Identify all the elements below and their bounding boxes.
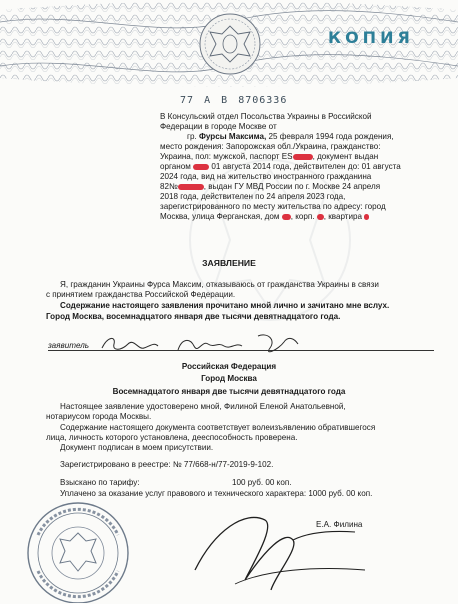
address-street: Москва, улица Ферганская, дом xyxy=(160,212,280,221)
serial-letter-b: В xyxy=(221,95,229,106)
applicant-name: Фурсы Максима, xyxy=(198,132,267,141)
notary-name: Е.А. Филина xyxy=(316,520,363,529)
notary-certification-2: нотариусом города Москвы. xyxy=(46,412,152,421)
residence-permit-issuer: выдан ГУ МВД России по г. Москве 24 апреля xyxy=(208,182,381,191)
statement-read-note: Содержание настоящего заявления прочитано мной лично и зачитано мне вслух. xyxy=(60,301,390,310)
statement-title: ЗАЯВЛЕНИЕ xyxy=(202,258,256,268)
applicant-signature xyxy=(98,330,308,358)
serial-region: 77 xyxy=(180,95,195,106)
notary-seal xyxy=(18,495,136,603)
issuer-label: органом xyxy=(160,162,191,171)
intro-prefix: гр. xyxy=(187,132,197,141)
form-serial-number xyxy=(180,95,290,106)
notary-certification-5: Документ подписан в моем присутствии. xyxy=(60,443,214,452)
redaction-mark xyxy=(193,164,209,170)
copy-stamp: КОПИЯ xyxy=(328,28,414,47)
statement-paragraph-1: Я, гражданин Украины Фурса Максим, отказываюсь от гражданства Украины в связи xyxy=(60,280,379,289)
fee-tariff-label: Взыскано по тарифу: xyxy=(60,478,140,487)
passport-issued-label: документ выдан xyxy=(317,152,379,161)
intro-line-7: 2024 года, вид на жительство иностранного гражданина xyxy=(160,172,372,181)
statement-paragraph-2: с принятием гражданства Российской Федерации. xyxy=(46,290,236,299)
intro-line-10: зарегистрированного по месту жительства по адресу: город xyxy=(160,202,386,211)
applicant-birthdate: 25 февраля 1994 года рождения, xyxy=(268,132,394,141)
notary-country: Российская Федерация xyxy=(181,362,277,371)
redaction-mark xyxy=(178,184,204,190)
residence-permit-number: 82№ xyxy=(160,182,178,191)
intro-line-3 xyxy=(187,132,394,142)
notary-certification-4: лица, личность которого установлена, дееспособность проверена. xyxy=(46,433,298,442)
intro-line-9: 2018 года, действителен по 24 апреля 2023 года, xyxy=(160,192,346,201)
notary-date: Восемнадцатого января две тысячи девятнадцатого года xyxy=(112,387,346,396)
intro-line-1: В Консульский отдел Посольства Украины в Российской xyxy=(160,112,372,121)
address-building-label: , корп. xyxy=(290,212,315,221)
passport-series: ES xyxy=(281,152,293,161)
statement-date-note: Город Москва, восемнадцатого января две тысячи девятнадцатого года. xyxy=(46,312,341,321)
redaction-mark xyxy=(282,214,291,220)
intro-line-11 xyxy=(160,212,369,222)
passport-validity: 01 августа 2014 года, действителен до: 01 августа xyxy=(211,162,401,171)
passport-label: Украина, пол: мужской, паспорт xyxy=(160,152,280,161)
intro-line-8: 82№ , выдан ГУ МВД России по г. Москве 24 апреля xyxy=(160,182,381,191)
fee-services: Уплачено за оказание услуг правового и технического характера: 1000 руб. 00 коп. xyxy=(60,489,373,498)
redaction-mark xyxy=(364,214,369,220)
intro-line-4: место рождения: Запорожская обл./Украина, гражданство: xyxy=(160,142,381,151)
notary-city: Город Москва xyxy=(201,374,257,383)
notary-signature xyxy=(175,500,375,600)
intro-line-6 xyxy=(160,162,401,172)
fee-tariff-value: 100 руб. 00 коп. xyxy=(232,478,292,487)
redaction-mark xyxy=(317,214,324,220)
redaction-mark xyxy=(293,154,313,160)
notary-certification-3: Содержание настоящего документа соответствует волеизъявлению обратившегося xyxy=(60,423,376,432)
notary-certification-1: Настоящее заявление удостоверено мной, Филиной Еленой Анатольевной, xyxy=(60,402,346,411)
address-apartment-label: , квартира xyxy=(323,212,363,221)
serial-number: 8706336 xyxy=(238,95,288,106)
registry-entry: Зарегистрировано в реестре: № 77/668-н/77-2019-9-102. xyxy=(60,460,274,469)
serial-letter-a: А xyxy=(204,95,212,106)
intro-line-5: Украина, пол: мужской, паспорт ES , документ выдан xyxy=(160,152,379,161)
intro-line-2: Федерации в городе Москве от xyxy=(160,122,277,131)
applicant-label: заявитель xyxy=(48,341,90,350)
